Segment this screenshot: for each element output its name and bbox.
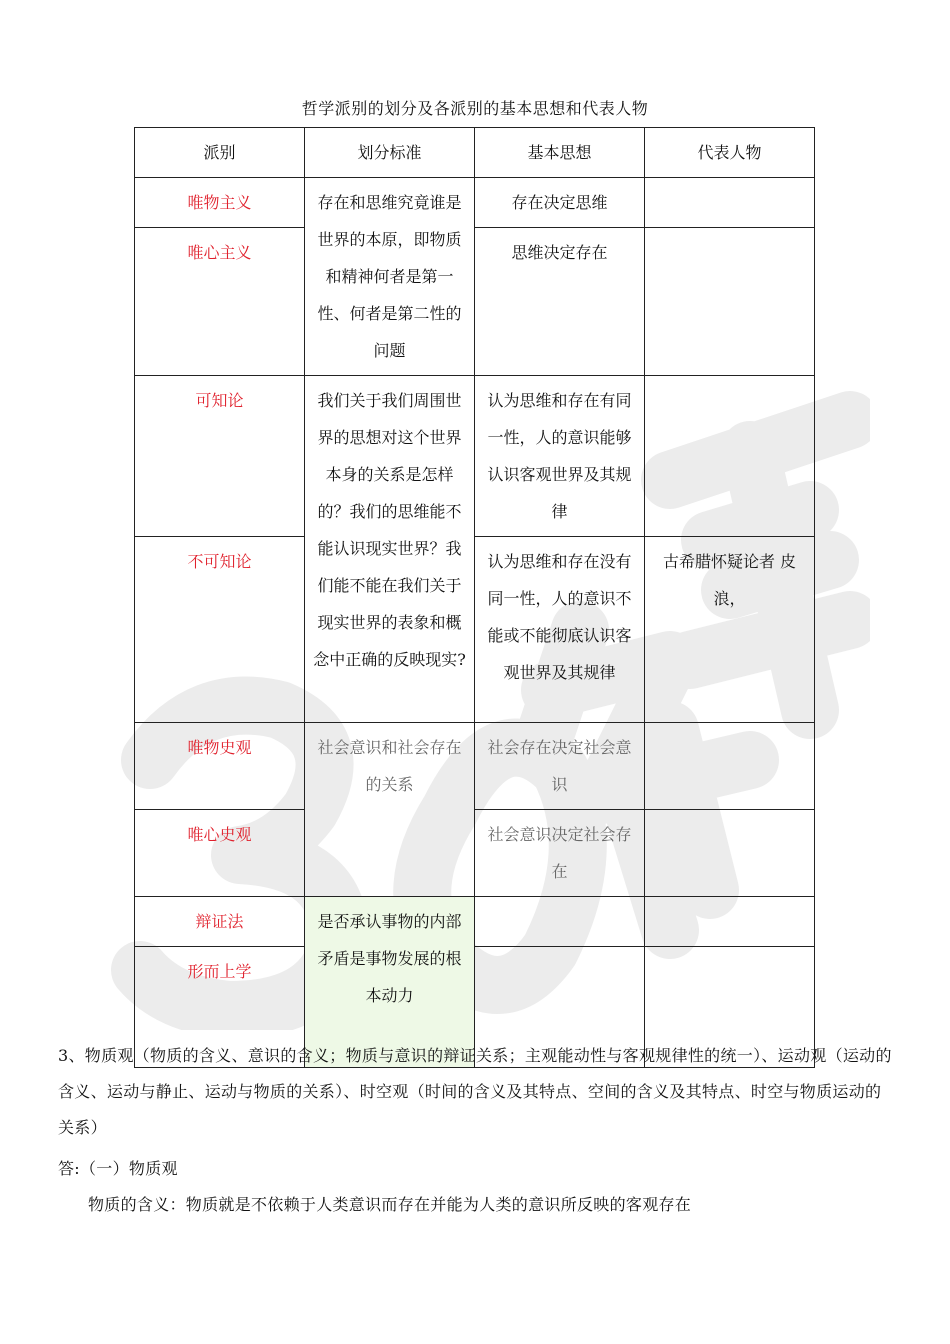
person-idealism <box>645 228 815 376</box>
header-criterion: 划分标准 <box>305 128 475 178</box>
idea-knowable: 认为思维和存在有同一性，人的意识能够认识客观世界及其规律 <box>475 376 645 537</box>
person-materialism <box>645 178 815 228</box>
table-row <box>135 178 815 228</box>
school-idealism: 唯心主义 <box>135 228 305 376</box>
answer-definition: 物质的含义：物质就是不依赖于人类意识而存在并能为人类的意识所反映的客观存在 <box>88 1195 692 1214</box>
page-title: 哲学派别的划分及各派别的基本思想和代表人物 <box>301 99 649 118</box>
person-agnostic: 古希腊怀疑论者 皮浪， <box>645 537 815 723</box>
table-row <box>135 810 815 897</box>
idea-idealism: 思维决定存在 <box>475 228 645 376</box>
school-historical-materialism: 唯物史观 <box>135 723 305 810</box>
person-knowable <box>645 376 815 537</box>
table-row <box>135 723 815 810</box>
idea-historical-materialism: 社会存在决定社会意识 <box>475 723 645 810</box>
school-agnostic: 不可知论 <box>135 537 305 723</box>
criterion-cell: 存在和思维究竟谁是世界的本原，即物质和精神何者是第一性、何者是第二性的问题 <box>305 178 475 376</box>
header-idea: 基本思想 <box>475 128 645 178</box>
question-paragraph: 3、物质观（物质的含义、意识的含义；物质与意识的辩证关系；主观能动性与客观规律性的统一）、运动观（运动的含义、运动与静止、运动与物质的关系）、时空观（时间的含义及其特点、空间的含义及其特点、时空与物质运动的关系） <box>58 1046 892 1137</box>
person-dialectics <box>645 897 815 947</box>
criterion-cell: 我们关于我们周围世界的思想对这个世界本身的关系是怎样的？我们的思维能不能认识现实世界？我们能不能在我们关于现实世界的表象和概念中正确的反映现实? <box>305 376 475 723</box>
school-metaphysics: 形而上学 <box>135 947 305 1068</box>
table-row <box>135 897 815 947</box>
answer-heading: 答:（一）物质观 <box>58 1159 178 1178</box>
school-knowable: 可知论 <box>135 376 305 537</box>
idea-dialectics <box>475 897 645 947</box>
person-historical-idealism <box>645 810 815 897</box>
philosophy-schools-table <box>134 127 815 1068</box>
criterion-cell-highlighted: 是否承认事物的内部矛盾是事物发展的根本动力 <box>305 897 475 1068</box>
school-historical-idealism: 唯心史观 <box>135 810 305 897</box>
idea-historical-idealism: 社会意识决定社会存在 <box>475 810 645 897</box>
header-school: 派别 <box>135 128 305 178</box>
idea-agnostic: 认为思维和存在没有同一性，人的意识不能或不能彻底认识客观世界及其规律 <box>475 537 645 723</box>
table-row <box>135 537 815 723</box>
school-dialectics: 辩证法 <box>135 897 305 947</box>
table-row <box>135 228 815 376</box>
person-historical-materialism <box>645 723 815 810</box>
idea-materialism: 存在决定思维 <box>475 178 645 228</box>
table-row <box>135 376 815 537</box>
criterion-cell: 社会意识和社会存在的关系 <box>305 723 475 897</box>
school-materialism: 唯物主义 <box>135 178 305 228</box>
header-person: 代表人物 <box>645 128 815 178</box>
table-header-row <box>135 128 815 178</box>
